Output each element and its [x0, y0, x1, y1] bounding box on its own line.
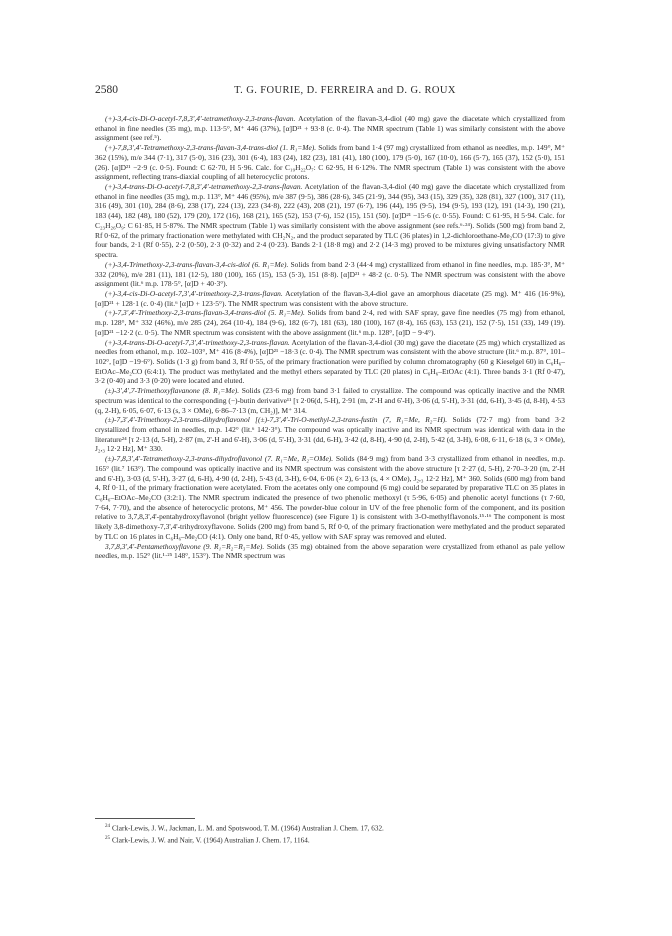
compound-title: (±)-7,3',4'-Trimethoxy-2,3-trans-dihydroflavonol [(±)-7,3',4'-Tri-O-methyl-2,3-trans-fustin (7, R₁=Me, R₂=H).: [105, 415, 448, 425]
page-header: [95, 84, 565, 106]
paragraph-text: Solids (72·7 mg) from band 3·2 crystallized from ethanol in needles, m.p. 142° (lit.⁶ 142·3°). The compound was optically inactive and its NMR spectrum was identical with data in the literature²⁴ [τ 2·13 (d, 5-H), 2·87 (m, 2'-H and 6'-H), 3·06 (d, 5'-H), 3·31 (dd, 6-H), 3·42 (d, 8-H), 4·90 (d, 2-H), 5·42 (d, 3-H), 6·08, 6·11, 6·18 (s, 3 × OMe), J₂,₃ 12·2 Hz], M⁺ 330.: [95, 415, 565, 454]
paragraph: [95, 143, 565, 182]
paragraph: [95, 386, 565, 415]
paragraph: [95, 308, 565, 337]
experimental-text: [95, 114, 565, 561]
footnote-number: 24: [105, 824, 110, 829]
paragraph: [95, 260, 565, 289]
journal-page: [95, 84, 565, 561]
paragraph: [95, 182, 565, 260]
paragraph: [95, 289, 565, 308]
running-title: T. G. FOURIE, D. FERREIRA and D. G. ROUX: [234, 85, 456, 96]
page-number: 2580: [95, 84, 118, 96]
compound-title: 3,7,8,3',4'-Pentamethoxyflavone (9. R₁=R₂=R₃=Me).: [105, 541, 265, 551]
paragraph-text: Solids from band 2·4, red with SAF spray, gave fine needles (75 mg) from ethanol, m.p. 128°, M⁺ 332 (46%), m/e 285 (24), 264 (10·4), 184 (9·6), 182 (6·7), 181 (63), 180 (100), 167 (8·4), 165 (63), 153 (21), 152 (7·5), 151 (33), 149 (19). [α]D²¹ −12·2 (c. 0·5). The NMR spectrum was consistent with the above assignment (lit.⁶ m.p. 128°, [α]D − 9·4°).: [95, 308, 566, 337]
paragraph: [95, 542, 565, 561]
paragraph-text: Solids (84·9 mg) from band 3·3 crystallized from ethanol in needles, m.p. 165° (lit.⁷ 163°). The compound was optically inactive and its NMR spectrum was consistent with the above structure [τ 2·27 (d, 5-H), 2·70–3·20 (m, 2'-H and 6'-H), 3·03 (d, 5'-H), 3·27 (d, 6-H), 4·90 (d, 2-H), 5·43 (d, 3-H), 6·04, 6·06 (× 2), 6·13 (s, 4 × OMe), J₂,₃ 12·2 Hz], M⁺ 360. Solids (600 mg) from band 4, Rf 0·11, of the primary fractionation were acetylated. From the acetates only one compound (6 mg) could be separated by preparative TLC on 35 plates in C₆H₆–EtOAc–Me₂CO (3:2:1). The NMR spectrum indicated the presence of two phenolic methoxyl (τ 5·96, 6·05) and phenolic acetyl functions (τ 7·60, 7·64, 7·70), and the absence of heterocyclic protons, M⁺ 456. The powder-blue colour in UV of the free phenolic form of the component, and its position relative to 3,7,8,3',4'-pentahydroxyflavonol (bright yellow fluorescence) (see Figure 1) is consistent with 3-O-methylflavonols.¹⁵·¹⁶ The component is most likely 3,8-dimethoxy-7,3',4'-trihydroxyflavone. Solids (200 mg) from band 5, Rf 0·0, of the primary fractionation were methylated and the product separated by TLC on 16 plates in C₆H₆–Me₂CO (4:1). Only one band, Rf 0·45, yellow with SAF spray was removed and eluted.: [95, 454, 565, 541]
footnote: [95, 822, 565, 834]
footnotes: [95, 818, 565, 846]
footnote: [95, 834, 565, 846]
footnote-text: Clark-Lewis, J. W. and Nair, V. (1964) Australian J. Chem. 17, 1164.: [112, 836, 310, 845]
paragraph-text: Acetylation of the flavan-3,4-diol (40 mg) gave the diacetate which crystallized from ethanol in fine needles (35 mg), m.p. 113·5°, M⁺ 446 (37%), [α]D²¹ + 93·8 (c. 0·4). The NMR spectrum (Table 1) was similarly consistent with the above assignment (see ref.⁵).: [95, 114, 565, 143]
compound-title: (+)-7,3',4'-Trimethoxy-2,3-trans-flavan-3,4-trans-diol (5. R₁=Me).: [105, 308, 305, 318]
paragraph-text: Acetylation of the flavan-3,4-diol gave an amorphous diacetate (25 mg). M⁺ 416 (16·9%), [α]D²¹ + 128·1 (c. 0·4) (lit.⁶ [α]D + 123·5°). The NMR spectrum was consistent with the above structure.: [95, 288, 566, 308]
paragraph: [95, 114, 565, 143]
compound-title: (+)-3,4-trans-Di-O-acetyl-7,3',4'-trimethoxy-2,3-trans-flavan.: [105, 337, 290, 347]
paragraph-text: Solids from band 2·3 (44·4 mg) crystallized from ethanol in fine needles, m.p. 185·3°, M⁺ 332 (20%), m/e 281 (11), 181 (12·5), 180 (100), 165 (15), 153 (5·3), 151 (8·8). [α]D²¹ + 48·2 (c. 0·5). The NMR spectrum was consistent with the above assignment (lit.⁶ m.p. 178·5°, [α]D + 40·3°).: [95, 259, 566, 289]
compound-title: (+)-7,8,3',4'-Tetramethoxy-2,3-trans-flavan-3,4-trans-diol (1. R₁=Me).: [105, 143, 317, 153]
paragraph-text: Acetylation of the flavan-3,4-diol (40 mg) gave the diacetate which crystallized from ethanol in fine needles (35 mg), m.p. 113°, M⁺ 446 (95%), m/e 387 (9·5), 386 (28·6), 345 (21·9), 344 (95), 343 (15), 329 (35), 328 (81), 327 (100), 317 (11), 316 (49), 301 (10), 284 (8·6), 238 (17), 224 (13), 223 (34·8), 222 (43), 208 (21), 197 (6·7), 196 (44), 195 (9·5), 194 (9·5), 193 (12), 191 (14·3), 190 (21), 183 (44), 182 (48), 180 (52), 179 (20), 172 (16), 168 (21), 165 (52), 153 (7·6), 152 (15), 151 (50). [α]D²¹ −15·6 (c. 0·55). Found: C 61·95, H 5·94. Calc. for C₂₃H₂₆O₉: C 61·85, H 5·87%. The NMR spectrum (Table 1) was similarly consistent with the above assignment (see refs.⁶·²⁴). Solids (500 mg) from band 2, Rf 0·62, of the primary fractionation were methylated with CH₂N₂, and the product separated by TLC (36 plates) in 1,2-dichloroethane-Me₂CO (17:3) to give four bands, 2·1 (Rf 0·55), 2·2 (0·50), 2·3 (0·32) and 2·4 (0·23). Bands 2·1 (18·8 mg) and 2·2 (14·3 mg) proved to be mixtures giving unsatisfactory NMR spectra.: [95, 182, 565, 260]
compound-title: (+)-3,4-cis-Di-O-acetyl-7,8,3',4'-tetramethoxy-2,3-trans-flavan.: [105, 114, 296, 123]
paragraph-text: Solids (35 mg) obtained from the above separation were crystallized from ethanol as pale yellow needles, m.p. 152° (lit.¹·²⁵ 148°, 153°). The NMR spectrum was: [95, 541, 566, 561]
paragraph-text: Solids from band 1·4 (97 mg) crystallized from ethanol as needles, m.p. 149°, M⁺ 362 (15%), m/e 344 (7·1), 317 (5·0), 316 (23), 301 (6·4), 183 (24), 182 (23), 181 (41), 180 (100), 179 (5·0), 167 (10·0), 166 (5·7), 165 (37), 152 (5·0), 151 (26). [α]D²¹ −2·9 (c. 0·5). Found: C 62·70, H 5·96. Calc. for C₁₉H₂₂O₇: C 62·95, H 6·12%. The NMR spectrum (Table 1) was consistent with the above assignment, reflecting trans-diaxial coupling of all heterocyclic protons.: [95, 143, 565, 182]
footnote-rule: [95, 818, 195, 819]
paragraph-text: Acetylation of the flavan-3,4-diol (30 mg) gave the diacetate (25 mg) which crystallized as needles from ethanol, m.p. 102–103°, M⁺ 416 (8·4%), [α]D²¹ −18·3 (c. 0·4). The NMR spectrum was consistent with the above structure (lit.⁶ m.p. 87°, 101–102°, [α]D −19·6°). Solids (1·3 g) from band 3, Rf 0·55, of the primary fractionation were purified by column chromatography (60 g Kieselgel 60) in C₆H₆–EtOAc–Me₂CO (6:4:1). The product was methylated and the methyl ethers separated by TLC (20 plates) in C₆H₆–EtOAc (4:1). Three bands 3·1 (Rf 0·47), 3·2 (0·40) and 3·3 (0·20) were located and eluted.: [95, 337, 566, 386]
paragraph: [95, 338, 565, 387]
paragraph-text: Solids (23·6 mg) from band 3·1 failed to crystallize. The compound was optically inactive and the NMR spectrum was identical to the corresponding (−)-butin derivative¹¹ [τ 2·06(d, 5-H), 2·91 (m, 2'-H and 6'-H), 3·06 (d, 5'-H), 3·31 (dd, 6-H), 3·45 (d, 8-H), 4·53 (q, 2-H), 6·05, 6·07, 6·13 (s, 3 × OMe), 6·86–7·13 (m, CH₂)], M⁺ 314.: [95, 386, 565, 415]
paragraph: [95, 415, 565, 454]
footnote-number: 25: [105, 835, 110, 841]
compound-title: (+)-3,4-Trimethoxy-2,3-trans-flavan-3,4-cis-diol (6. R₁=Me).: [105, 259, 289, 269]
paragraph: [95, 454, 565, 541]
compound-title: (±)-3',4',7-Trimethoxyflavanone (8. R₁=Me).: [105, 386, 240, 396]
compound-title: (±)-7,8,3',4'-Tetramethoxy-2,3-trans-dihydroflavonol (7. R₁=Me, R₂=OMe).: [105, 454, 334, 464]
footnote-text: Clark-Lewis, J. W., Jackman, L. M. and Spotswood, T. M. (1964) Australian J. Chem. 17, 632.: [112, 824, 384, 833]
compound-title: (+)-3,4-trans-Di-O-acetyl-7,8,3',4'-tetramethoxy-2,3-trans-flavan.: [105, 182, 303, 192]
compound-title: (+)-3,4-cis-Di-O-acetyl-7,3',4'-trimethoxy-2,3-trans-flavan.: [105, 288, 283, 298]
